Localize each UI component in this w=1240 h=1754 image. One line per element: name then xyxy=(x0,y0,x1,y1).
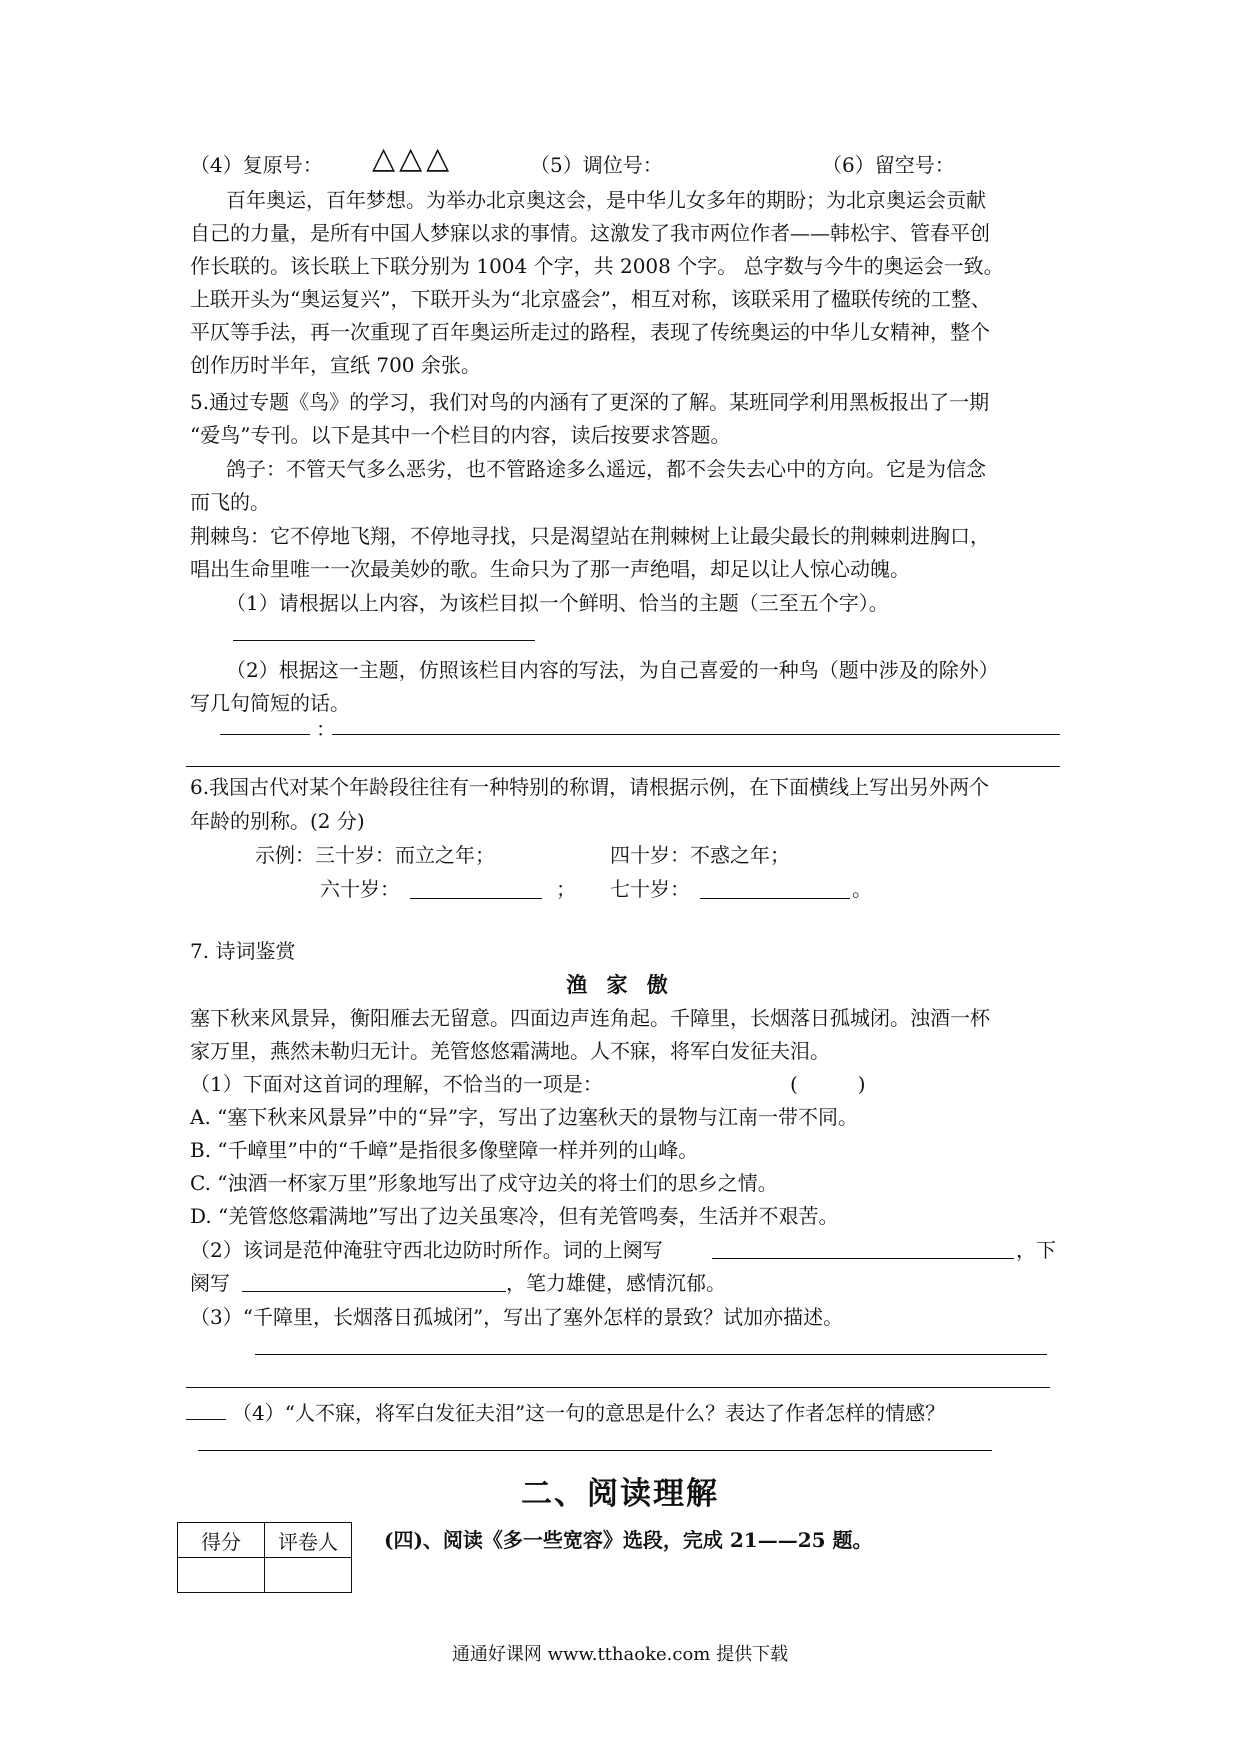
q5-thornbird: 荆棘鸟：它不停地飞翔，不停地寻找，只是渴望站在荆棘树上让最尖最长的荆棘刺进胸口， xyxy=(190,524,990,548)
q7-sub4: （4）“人不寐，将军白发征夫泪”这一句的意思是什么？表达了作者怎样的情感？ xyxy=(232,1401,946,1425)
q6-sixty-answer-blank[interactable] xyxy=(410,898,542,899)
q7-sub1: （1）下面对这首词的理解，不恰当的一项是： xyxy=(190,1072,603,1096)
q7-lower-stanza-blank[interactable] xyxy=(242,1291,506,1292)
q6-intro: 年龄的别称。(2 分) xyxy=(190,809,365,833)
q6-blank-label: 七十岁： xyxy=(610,877,690,901)
q7-sub2: ，笔力雄健，感情沉郁。 xyxy=(506,1271,726,1295)
q6-blank-end: 。 xyxy=(852,877,872,901)
passage-line: 创作历时半年，宣纸 700 余张。 xyxy=(190,353,481,377)
q6-seventy-answer-blank[interactable] xyxy=(700,898,850,899)
poem-line: 塞下秋来风景异，衡阳雁去无留意。四面边声连角起。千障里，长烟落日孤城闭。浊酒一杯 xyxy=(190,1006,990,1030)
q6-blank-label: 六十岁： xyxy=(320,877,400,901)
q5-colon: ： xyxy=(316,717,336,741)
q6-example-label: 示例： xyxy=(255,843,315,867)
q7-sub3: （3）“千障里，长烟落日孤城闭”，写出了塞外怎样的景致？试加亦描述。 xyxy=(190,1305,844,1329)
q7-sub2: 阕写 xyxy=(190,1271,230,1295)
poem-title: 渔 家 傲 xyxy=(566,972,674,997)
passage-line: 平仄等手法，再一次重现了百年奥运所走过的路程，表现了传统奥运的中华儿女精神，整个 xyxy=(190,320,990,344)
q6-example: 三十岁：而立之年； xyxy=(315,843,495,867)
q6-intro: 6.我国古代对某个年龄段往往有一种特别的称谓，请根据示例，在下面横线上写出另外两个 xyxy=(190,775,990,799)
q5-sub1: （1）请根据以上内容，为该栏目拟一个鲜明、恰当的主题（三至五个字）。 xyxy=(226,591,889,615)
q5-intro: 5.通过专题《鸟》的学习，我们对鸟的内涵有了更深的了解。某班同学利用黑板报出了一期 xyxy=(190,390,990,414)
grader-cell[interactable] xyxy=(265,1558,352,1593)
q7-sub4-answer-line[interactable] xyxy=(186,1419,226,1420)
q6-blank-end: ； xyxy=(556,877,576,901)
symbol-leave-blank: （6）留空号： xyxy=(822,153,955,177)
q7-sub2: ，下 xyxy=(1016,1238,1056,1262)
q5-theme-answer-line[interactable] xyxy=(233,640,535,641)
section-instruction: (四)、阅读《多一些宽容》选段，完成 21——25 题。 xyxy=(384,1528,873,1552)
symbol-restore xyxy=(190,150,323,180)
q5-sub2: 写几句简短的话。 xyxy=(190,691,350,715)
symbol-transpose: （5）调位号： xyxy=(530,153,663,177)
score-header: 得分 xyxy=(178,1523,265,1558)
q5-intro: “爱鸟”专刊。以下是其中一个栏目的内容，读后按要求答题。 xyxy=(190,423,731,447)
q7-sub2: （2）该词是范仲淹驻守西北边防时所作。词的上阕写 xyxy=(190,1238,663,1262)
page-footer: 通通好课网 www.tthaoke.com 提供下载 xyxy=(451,1644,789,1665)
q5-thornbird: 唱出生命里唯一一次最美妙的歌。生命只为了那一声绝唱，却足以让人惊心动魄。 xyxy=(190,557,910,581)
q7-sub4-answer-line[interactable] xyxy=(198,1450,992,1451)
grader-header: 评卷人 xyxy=(265,1523,352,1558)
q5-answer-line[interactable] xyxy=(332,734,1060,735)
q7-option-d: D. “羌管悠悠霜满地”写出了边关虽寒冷，但有羌管鸣奏，生活并不艰苦。 xyxy=(190,1204,839,1228)
q5-answer-line[interactable] xyxy=(186,766,1060,767)
q7-option-a: A. “塞下秋来风景异”中的“异”字，写出了边塞秋天的景物与江南一带不同。 xyxy=(190,1105,859,1129)
triangle-icon: △△△ xyxy=(372,141,454,176)
passage-line: 自己的力量，是所有中国人梦寐以求的事情。这激发了我市两位作者——韩松宇、管春平创 xyxy=(190,221,990,245)
q7-sub1-answer-paren[interactable]: ( ) xyxy=(790,1072,866,1096)
q5-pigeon: 鸽子：不管天气多么恶劣，也不管路途多么遥远，都不会失去心中的方向。它是为信念 xyxy=(226,457,986,481)
passage-line: 百年奥运，百年梦想。为举办北京奥这会，是中华儿女多年的期盼；为北京奥运会贡献 xyxy=(226,188,986,212)
q7-heading: 7. 诗词鉴赏 xyxy=(190,939,296,963)
score-cell[interactable] xyxy=(178,1558,265,1593)
q7-sub3-answer-line[interactable] xyxy=(186,1387,1050,1388)
q5-bird-name-blank[interactable] xyxy=(220,734,310,735)
symbol-restore-label: （4）复原号： xyxy=(190,153,323,177)
q7-sub3-answer-line[interactable] xyxy=(255,1354,1047,1355)
passage-line: 作长联的。该长联上下联分别为 1004 个字，共 2008 个字。 总字数与今牛的奥运会一致。 xyxy=(190,254,1004,278)
section-title: 二、阅读理解 xyxy=(521,1476,719,1512)
q7-option-c: C. “浊酒一杯家万里”形象地写出了戍守边关的将士们的思乡之情。 xyxy=(190,1171,778,1195)
q6-example: 四十岁：不惑之年； xyxy=(610,843,790,867)
passage-line: 上联开头为“奥运复兴”，下联开头为“北京盛会”，相互对称，该联采用了楹联传统的工整、 xyxy=(190,287,991,311)
poem-line: 家万里，燕然未勒归无计。羌管悠悠霜满地。人不寐，将军白发征夫泪。 xyxy=(190,1039,830,1063)
q7-upper-stanza-blank[interactable] xyxy=(712,1258,1014,1259)
q5-pigeon: 而飞的。 xyxy=(190,490,270,514)
score-table xyxy=(177,1522,352,1593)
q5-sub2: （2）根据这一主题，仿照该栏目内容的写法，为自己喜爱的一种鸟（题中涉及的除外） xyxy=(226,658,999,682)
q7-option-b: B. “千嶂里”中的“千嶂”是指很多像壁障一样并列的山峰。 xyxy=(190,1138,699,1162)
